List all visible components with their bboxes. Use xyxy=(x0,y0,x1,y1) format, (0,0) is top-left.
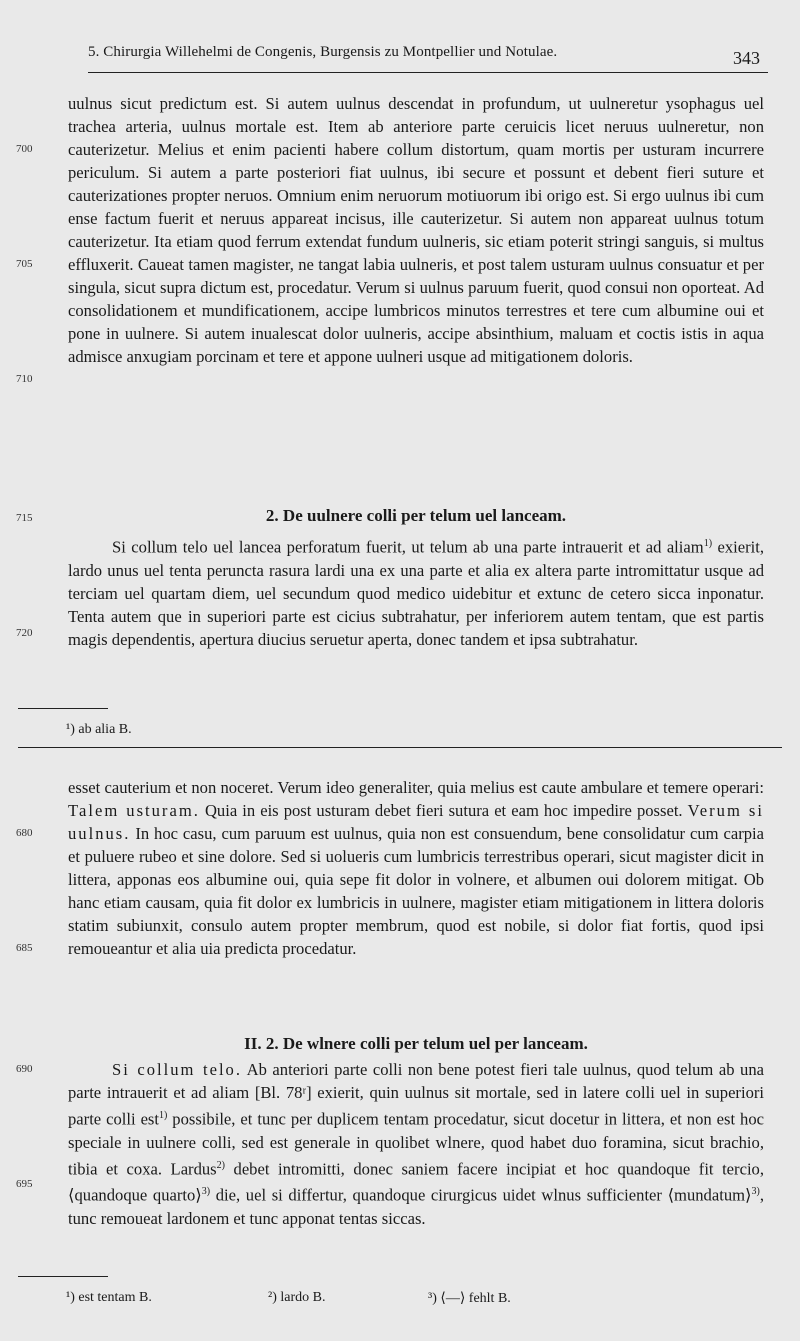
lower-paragraph-2 xyxy=(68,1058,764,1230)
line-number: 685 xyxy=(16,942,33,954)
footnote: ¹) ab alia B. xyxy=(66,722,132,737)
header-title: 5. Chirurgia Willehelmi de Congenis, Burgensis zu Montpellier und Notulae. xyxy=(88,44,558,60)
section-heading: II. 2. De wlnere colli per telum uel per lanceam. xyxy=(244,1034,588,1053)
lower-paragraph-1 xyxy=(68,776,764,960)
footnote: ¹) est tentam B. xyxy=(66,1290,152,1305)
text-run: debet intromitti, donec saniem facere incipiat et hoc quandoque fit tercio, ⟨quandoque quarto⟩ xyxy=(68,1159,764,1205)
footnote-mark: 3) xyxy=(201,1186,211,1198)
line-number: 710 xyxy=(16,373,33,385)
text-run: Si collum telo uel lancea perforatum fuerit, ut telum ab una parte intrauerit et ad aliam xyxy=(112,537,704,557)
running-header xyxy=(88,40,768,73)
paragraph-text xyxy=(68,1058,764,1230)
line-number: 700 xyxy=(16,143,33,155)
text-run: esset cauterium et non noceret. Verum ideo generaliter, quia melius est caute ambulare et temere operari: xyxy=(68,778,764,797)
footnote-rule xyxy=(18,1276,108,1277)
upper-paragraph-2 xyxy=(68,532,764,651)
line-number: 715 xyxy=(16,512,33,524)
footnote-mark: 3) xyxy=(751,1186,760,1198)
text-run: Quia in eis post usturam debet fieri sutura et eam hoc impedire posset. xyxy=(199,801,688,820)
line-number: 690 xyxy=(16,1063,33,1075)
line-number: 695 xyxy=(16,1178,33,1190)
text-run: In hoc casu, cum paruum est uulnus, quia non est consuendum, bene consolidatur cum carpia et puluere rubeo et sine dolore. Sed si uolueris cum lumbricis terrestribus operari, sicut magister dicit in littera, apponas eos albumine oui, quia sepe fit dolor in volnere, et albumen oui dolorem mitigat. Ob hanc etiam causam, quia fit dolor ex lumbricis in uulnere, magister etiam mitigationem in littera doloris statim subiunxit, consulo autem propter membrum, quod est nobile, si dolor fiat fortis, quod ipsi remoueantur et alia uia predicta procedatur. xyxy=(68,824,764,958)
section-divider xyxy=(18,747,782,748)
spaced-lemma: Talem usturam. xyxy=(68,801,200,820)
spaced-lemma: Si collum telo. xyxy=(112,1060,243,1079)
text-run: possibile, et tunc per duplicem tentam procedatur, sicut docetur in littera, et non est hoc speciale in uulnere colli, sed est generale in quolibet wlnere, quod habet duo foramina, sicut brachio, tibia et coxa. Lardus xyxy=(68,1109,764,1179)
paragraph-text: uulnus sicut predictum est. Si autem uulnus descendat in profundum, ut uulneretur ysophagus uel trachea arteria, uulnus mortale est. Item ab anteriore parte ceruicis licet neruus uulneretur, non cauterizetur. Melius et enim pacienti habere collum distortum, quam mortis per usturam incurrere periculum. Si autem a parte posteriori fiat uulnus, ibi secure et possunt et debent fieri suture et cauterizationes propter neruos. Omnium enim neruorum motiuorum ibi origo est. Si ergo uulnus ibi cum ense factum fuerit et neruus appareat incisus, ille cauterizetur. Si autem non appareat uulnus totum cauterizetur. Ita etiam quod ferrum extendat fundum uulneris, sic etiam poterit stringi sanguis, si multus effluxerit. Caueat tamen magister, ne tangat labia uulneris, et post talem usturam uulnus consuatur et per singula, sicut supra dictum est, procedatur. Verum si uulnus paruum fuerit, quod consui non oporteat. Ad consolidationem et mundificationem, accipe lumbricos minutos terrestres et tere cum albumine oui et pone in uulnere. Si autem inualescat dolor uulneris, accipe absinthium, maluam et coctis istis in aqua admisce anxugiam porcinam et tere et appone uulneri usque ad mitigationem doloris. xyxy=(68,94,764,366)
text-run: exierit, lardo unus uel tenta peruncta rasura lardi una ex una parte et alia ex altera parte intromittatur usque ad terciam uel quartam diem, uel secundum quod medico uidebitur et extunc de cetero sicca inponatur. Tenta autem que in superiori parte est cicius subtrahatur, per inferiorem autem tentam, que est partis magis dependentis, apertura diucius seruetur aperta, donec tandem et ipsa subtrahatur. xyxy=(68,537,765,649)
text-run: Ab anteriori parte colli non bene potest fieri tale uulnus, quod telum ab una parte intrauerit et ad aliam [Bl. 78ʳ] exierit, quin uulnus sit mortale, sed in latere colli uel in superiori parte colli est xyxy=(68,1060,764,1129)
upper-paragraph-1 xyxy=(68,92,764,368)
footnote: ³) ⟨—⟩ fehlt B. xyxy=(428,1291,511,1306)
footnote-mark: 1) xyxy=(703,538,713,549)
spaced-lemma: Verum si uulnus. xyxy=(68,801,764,843)
text-run: , tunc remoueat lardonem et tunc apponat tentas siccas. xyxy=(68,1185,765,1228)
footnote-rule xyxy=(18,708,108,709)
section-heading: 2. De uulnere colli per telum uel lanceam. xyxy=(265,506,567,525)
text-run: die, uel si differtur, quandoque cirurgicus uidet wlnus sufficienter ⟨mundatum⟩ xyxy=(210,1185,752,1205)
paragraph-text xyxy=(68,532,764,651)
page-number: 343 xyxy=(733,48,760,68)
footnote-mark: 2) xyxy=(216,1159,225,1171)
footnote-mark: 1) xyxy=(159,1110,168,1121)
footnote: ²) lardo B. xyxy=(268,1290,326,1305)
line-number: 680 xyxy=(16,827,33,839)
line-number: 705 xyxy=(16,258,33,270)
line-number: 720 xyxy=(16,627,33,639)
paragraph-text xyxy=(68,776,764,960)
